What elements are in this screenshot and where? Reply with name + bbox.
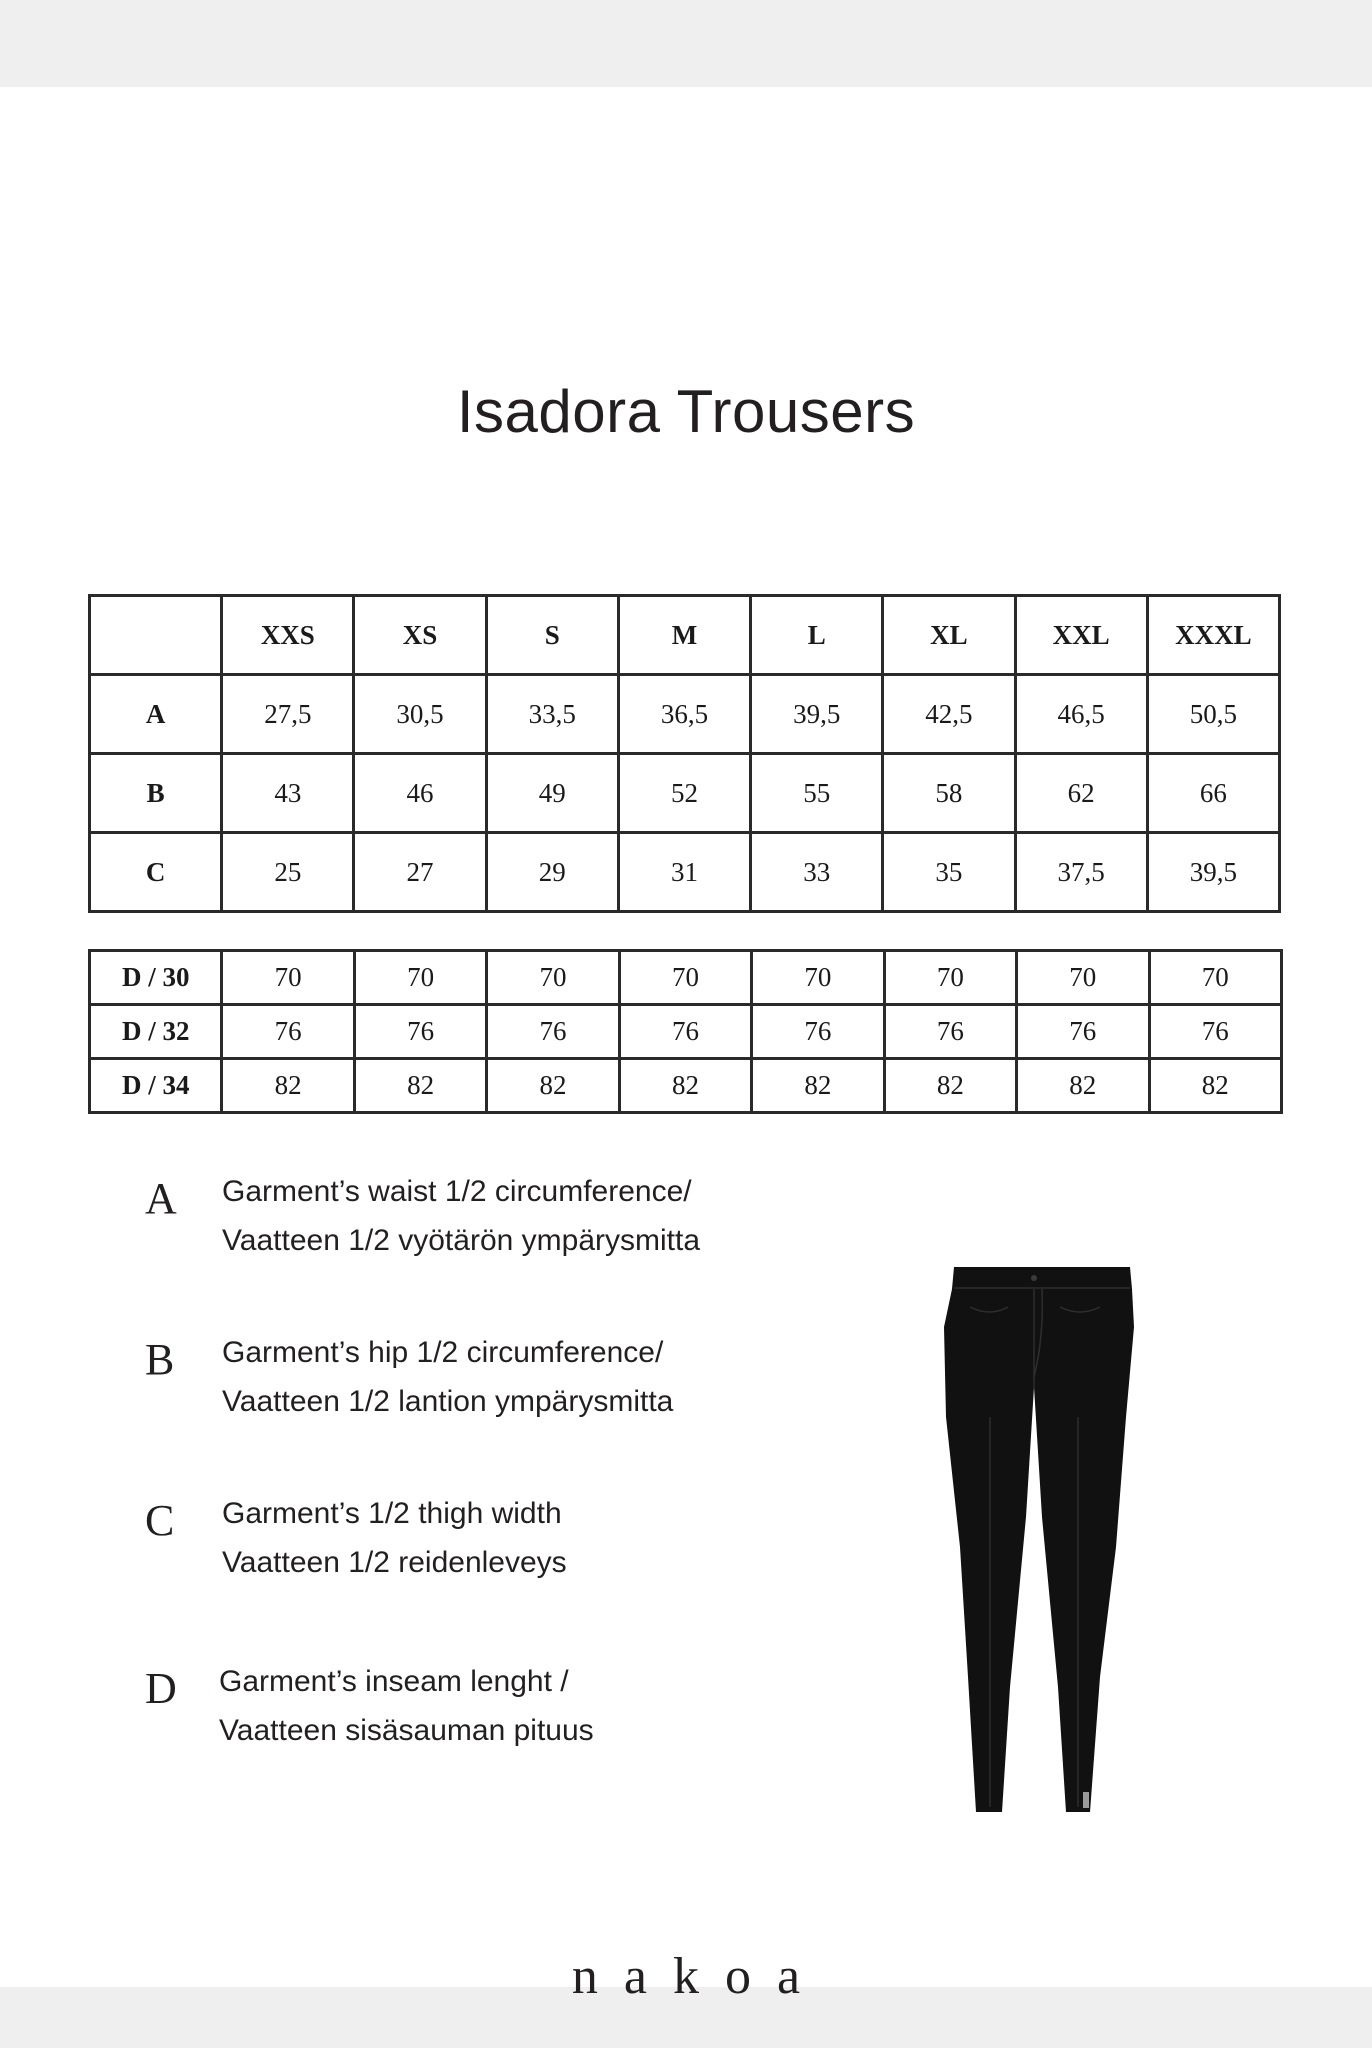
table-cell: 82 [1149,1059,1282,1113]
legend-letter: A [145,1174,177,1223]
legend-line-finnish: Vaatteen 1/2 lantion ympärysmitta [222,1385,674,1418]
legend-line-finnish: Vaatteen sisäsauman pituus [219,1714,594,1747]
table-cell: 76 [487,1005,619,1059]
legend-text [222,1489,567,1587]
table-cell: 50,5 [1147,675,1279,754]
table-cell: 58 [883,754,1015,833]
legend-text [222,1167,700,1265]
table-cell: 82 [354,1059,486,1113]
table-cell: 46 [354,754,486,833]
table-cell: 37,5 [1015,833,1147,912]
table-cell: 36,5 [618,675,750,754]
trousers-image [930,1267,1140,1817]
measurement-table [88,594,1281,913]
size-header: M [618,596,750,675]
table-cell: 62 [1015,754,1147,833]
table-cell: 70 [487,951,619,1005]
brand-logo: nakoa [571,1948,827,2005]
table-cell: 31 [618,833,750,912]
table-cell: 66 [1147,754,1279,833]
row-label: D / 30 [90,951,222,1005]
table-header-row [90,596,1280,675]
table-cell: 30,5 [354,675,486,754]
table-cell: 70 [1149,951,1282,1005]
table-row [90,951,1282,1005]
legend-letter: C [145,1496,175,1545]
size-chart-page [0,87,1372,2005]
size-header: L [751,596,883,675]
legend-line-finnish: Vaatteen 1/2 vyötärön ympärysmitta [222,1224,701,1257]
table-row [90,1005,1282,1059]
table-cell: 70 [354,951,486,1005]
table-cell: 39,5 [1147,833,1279,912]
table-cell: 46,5 [1015,675,1147,754]
table-corner-cell [90,596,222,675]
table-cell: 70 [619,951,751,1005]
inseam-table [88,949,1283,1114]
table-cell: 76 [752,1005,884,1059]
table-cell: 43 [222,754,354,833]
table-row [90,675,1280,754]
row-label: A [90,675,222,754]
table-cell: 33 [751,833,883,912]
table-cell: 27 [354,833,486,912]
legend-line-english: Garment’s hip 1/2 circumference/ [222,1336,664,1369]
table-row [90,1059,1282,1113]
table-cell: 82 [222,1059,354,1113]
table-cell: 76 [1017,1005,1149,1059]
table-cell: 49 [486,754,618,833]
size-header: XXS [222,596,354,675]
table-cell: 35 [883,833,1015,912]
legend-text [219,1657,594,1755]
size-header: XS [354,596,486,675]
row-label: D / 34 [90,1059,222,1113]
table-row [90,833,1280,912]
row-label: B [90,754,222,833]
table-cell: 29 [486,833,618,912]
size-header: S [486,596,618,675]
table-cell: 76 [222,1005,354,1059]
size-header: XXXL [1147,596,1279,675]
table-cell: 76 [619,1005,751,1059]
legend-letter: B [145,1335,175,1384]
table-cell: 52 [618,754,750,833]
table-cell: 25 [222,833,354,912]
table-cell: 42,5 [883,675,1015,754]
table-cell: 82 [619,1059,751,1113]
legend-line-finnish: Vaatteen 1/2 reidenleveys [222,1546,567,1579]
legend-line-english: Garment’s inseam lenght / [219,1665,569,1698]
table-cell: 33,5 [486,675,618,754]
table-cell: 27,5 [222,675,354,754]
table-cell: 70 [884,951,1016,1005]
table-row [90,754,1280,833]
table-cell: 70 [1017,951,1149,1005]
legend-line-english: Garment’s 1/2 thigh width [222,1497,562,1530]
size-header: XL [883,596,1015,675]
row-label: D / 32 [90,1005,222,1059]
table-cell: 70 [222,951,354,1005]
size-header: XXL [1015,596,1147,675]
legend-text [222,1328,673,1426]
row-label: C [90,833,222,912]
table-cell: 76 [884,1005,1016,1059]
table-cell: 82 [884,1059,1016,1113]
table-cell: 82 [1017,1059,1149,1113]
table-cell: 76 [1149,1005,1282,1059]
table-cell: 82 [752,1059,884,1113]
table-cell: 70 [752,951,884,1005]
page-title: Isadora Trousers [456,378,916,445]
table-cell: 82 [487,1059,619,1113]
legend-line-english: Garment’s waist 1/2 circumference/ [222,1175,692,1208]
table-cell: 76 [354,1005,486,1059]
table-cell: 55 [751,754,883,833]
table-cell: 39,5 [751,675,883,754]
legend-letter: D [145,1664,177,1713]
